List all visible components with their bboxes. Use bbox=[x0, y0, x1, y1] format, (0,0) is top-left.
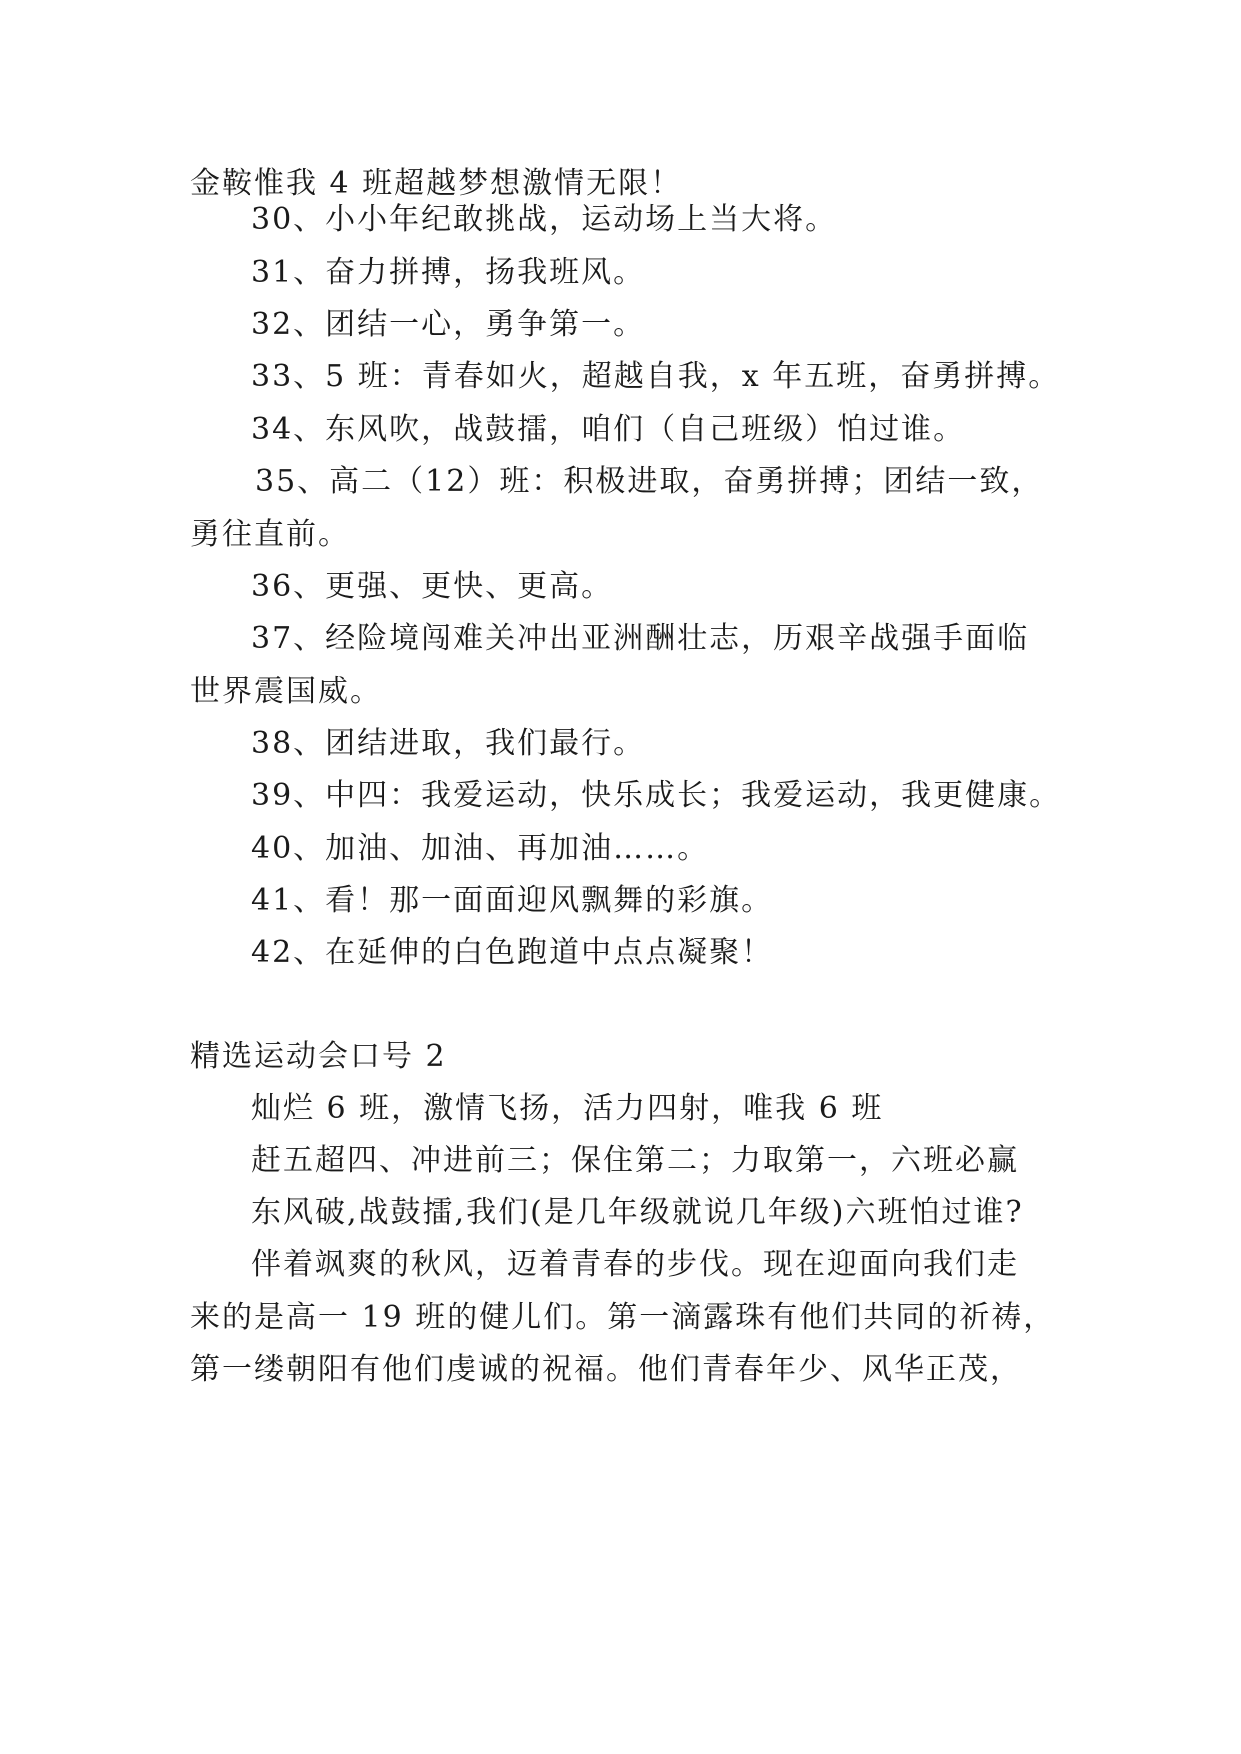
slogan-32: 32、团结一心，勇争第一。 bbox=[251, 307, 646, 342]
paragraph-line-2: 来的是高一 19 班的健儿们。第一滴露珠有他们共同的祈祷， bbox=[190, 1300, 1056, 1335]
slogan-40: 40、加油、加油、再加油……。 bbox=[251, 831, 710, 866]
slogan-38: 38、团结进取，我们最行。 bbox=[251, 726, 646, 761]
slogan-34: 34、东风吹，战鼓擂，咱们（自己班级）怕过谁。 bbox=[251, 412, 966, 447]
slogan-41: 41、看！那一面面迎风飘舞的彩旗。 bbox=[251, 883, 774, 918]
continued-line: 金鞍惟我 4 班超越梦想激情无限！ bbox=[190, 166, 683, 201]
slogan-class-6-rank: 赶五超四、冲进前三；保住第二；力取第一，六班必赢 bbox=[251, 1143, 1019, 1178]
slogan-33: 33、5 班：青春如火，超越自我，x 年五班，奋勇拼搏。 bbox=[251, 359, 1061, 394]
slogan-37: 37、经险境闯难关冲出亚洲酬壮志，历艰辛战强手面临 bbox=[251, 621, 1030, 656]
slogan-35-continued: 勇往直前。 bbox=[190, 517, 350, 552]
slogan-class-6-drums: 东风破,战鼓擂,我们(是几年级就说几年级)六班怕过谁? bbox=[251, 1195, 1024, 1230]
paragraph-line-3: 第一缕朝阳有他们虔诚的祝福。他们青春年少、风华正茂， bbox=[190, 1352, 1022, 1387]
paragraph-line-1: 伴着飒爽的秋风，迈着青春的步伐。现在迎面向我们走 bbox=[251, 1247, 1019, 1282]
slogan-42: 42、在延伸的白色跑道中点点凝聚！ bbox=[251, 935, 774, 970]
slogan-30: 30、小小年纪敢挑战，运动场上当大将。 bbox=[251, 202, 838, 237]
slogan-35: 35、高二（12）班：积极进取，奋勇拼搏；团结一致， bbox=[255, 464, 1044, 499]
slogan-39: 39、中四：我爱运动，快乐成长；我爱运动，我更健康。 bbox=[251, 778, 1062, 813]
section-heading: 精选运动会口号 2 bbox=[190, 1039, 447, 1074]
slogan-36: 36、更强、更快、更高。 bbox=[251, 569, 614, 604]
slogan-31: 31、奋力拼搏，扬我班风。 bbox=[251, 255, 646, 290]
slogan-class-6: 灿烂 6 班，激情飞扬，活力四射，唯我 6 班 bbox=[251, 1091, 884, 1126]
slogan-37-continued: 世界震国威。 bbox=[190, 674, 382, 709]
